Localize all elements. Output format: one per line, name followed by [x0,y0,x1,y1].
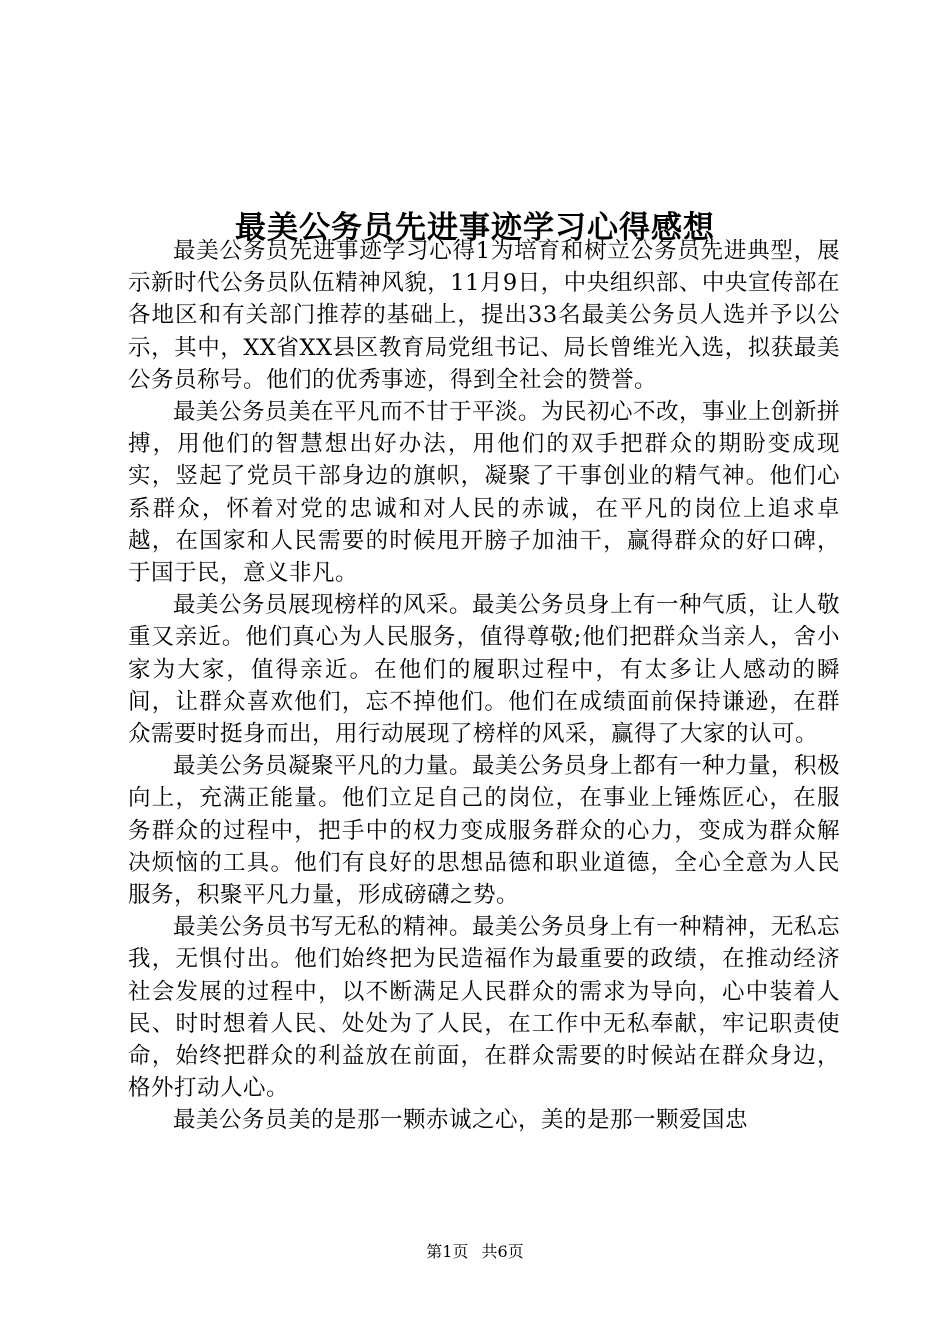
page-number: 第1页 [426,1242,469,1261]
paragraph: 最美公务员凝聚平凡的力量。最美公务员身上都有一种力量，积极向上，充满正能量。他们立足自己的岗位，在事业上锤炼匠心，在服务群众的过程中，把手中的权力变成服务群众的心力，变成为群众解决烦恼的工具。他们有良好的思想品德和职业道德，全心全意为人民服务，积聚平凡力量，形成磅礴之势。 [128,753,841,909]
paragraph: 最美公务员美的是那一颗赤诚之心，美的是那一颗爱国忠 [173,1107,749,1134]
page-footer [0,1240,950,1264]
document-title: 最美公务员先进事迹学习心得感想 [235,209,715,246]
paragraph: 最美公务员展现榜样的风采。最美公务员身上有一种气质，让人敬重又亲近。他们真心为人民服务，值得尊敬;他们把群众当亲人，舍小家为大家，值得亲近。在他们的履职过程中，有太多让人感动的瞬间，让群众喜欢他们，忘不掉他们。他们在成绩面前保持谦逊，在群众需要时挺身而出，用行动展现了榜样的风采，赢得了大家的认可。 [128,592,841,748]
paragraph: 最美公务员先进事迹学习心得1为培育和树立公务员先进典型，展示新时代公务员队伍精神风貌，11月9日，中央组织部、中央宣传部在各地区和有关部门推荐的基础上，提出33名最美公务员人选并予以公示，其中，XX省XX县区教育局党组书记、局长曾维光入选，拟获最美公务员称号。他们的优秀事迹，得到全社会的赞誉。 [128,238,840,393]
document-body [128,235,840,1137]
paragraph: 最美公务员美在平凡而不甘于平淡。为民初心不改，事业上创新拼搏，用他们的智慧想出好办法，用他们的双手把群众的期盼变成现实，竖起了党员干部身边的旗帜，凝聚了干事创业的精气神。他们心系群众，怀着对党的忠诚和对人民的赤诚，在平凡的岗位上追求卓越，在国家和人民需要的时候甩开膀子加油干，赢得群众的好口碑，于国于民，意义非凡。 [128,399,841,587]
paragraph: 最美公务员书写无私的精神。最美公务员身上有一种精神，无私忘我，无惧付出。他们始终把为民造福作为最重要的政绩，在推动经济社会发展的过程中，以不断满足人民群众的需求为导向，心中装着人民、时时想着人民、处处为了人民，在工作中无私奉献，牢记职责使命，始终把群众的利益放在前面，在群众需要的时候站在群众身边，格外打动人心。 [128,914,841,1102]
page-total: 共6页 [481,1242,524,1261]
